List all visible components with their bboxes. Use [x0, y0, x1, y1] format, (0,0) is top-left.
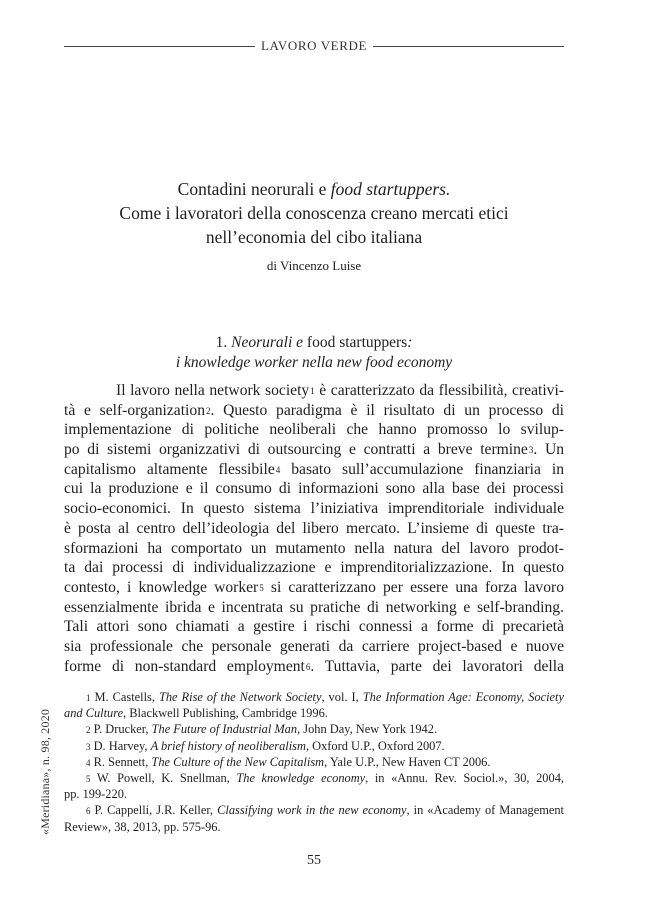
- title-line-1: Contadini neorurali e food startuppers.: [177, 179, 451, 199]
- footnote-3: $^3$ D. Harvey, A brief history of neoliberalism, Oxford U.P., Oxford 2007.: [86, 738, 445, 753]
- footnote-ref: 5: [259, 582, 264, 593]
- title-line-2: Come i lavoratori della conoscenza creano mercati etici: [119, 203, 509, 223]
- article-title: [64, 177, 564, 249]
- header-rule-left: [64, 46, 255, 47]
- body-line: Tali attori sono chiamati a gestire i rischi connessi a forme di precarietà: [64, 618, 564, 636]
- body-line: sformazioni ha comportato un mutamento nella natura del lavoro prodot-: [64, 539, 564, 557]
- footnote-4: $^4$ R. Sennett, The Culture of the New Capitalism, Yale U.P., New Haven CT 2006.: [86, 754, 491, 769]
- footnote-2: $^2$ P. Drucker, The Future of Industrial Man, John Day, New York 1942.: [86, 722, 438, 737]
- body-line: Il lavoro nella network society$^1$ è caratterizzato da flessibilità, creativi-: [116, 382, 565, 399]
- footnote-ref: 4: [275, 464, 281, 475]
- footnote-6: $^6$ P. Cappelli, J.R. Keller, Classifying work in the new economy, in «Academy of Management: [86, 803, 564, 818]
- footnotes: [64, 689, 564, 835]
- section-heading-line-1: 1. Neorurali e food startuppers:: [215, 334, 413, 351]
- body-line: contesto, i knowledge worker$^5$ si caratterizzano per essere una forza lavoro: [64, 578, 564, 596]
- running-header: [64, 38, 564, 54]
- footnote-ref: 1: [310, 386, 315, 396]
- section-heading: [64, 333, 564, 373]
- footnote-1-cont: and Culture, Blackwell Publishing, Cambridge 1996.: [64, 706, 328, 721]
- journal-credit: «Meridiana», n. 98, 2020: [38, 708, 52, 835]
- body-line: socio-economici. In questo sistema l’iniziativa imprenditoriale individuale: [64, 500, 564, 518]
- body-line: cui la produzione e il consumo di informazioni sono alla base dei processi: [64, 480, 564, 498]
- body-line: essenzialmente ibrida e incentrata su pratiche di networking e self-branding.: [64, 598, 564, 616]
- body-paragraph: [64, 381, 564, 676]
- header-rule-right: [373, 46, 564, 47]
- section-heading-line-2: i knowledge worker nella new food economy: [175, 354, 453, 371]
- body-line: sia professionale che personale generati da carriere project-based e nuove: [64, 637, 564, 655]
- title-line-3: nell’economia del cibo italiana: [205, 227, 423, 247]
- body-line: è posta al centro dell’ideologia del libero mercato. L’insieme di queste tra-: [64, 519, 564, 537]
- page-number: 55: [307, 853, 321, 868]
- section-label: LAVORO VERDE: [260, 38, 368, 53]
- body-line: tà e self-organization$^2$. Questo paradigma è il risultato di un processo di: [64, 401, 565, 419]
- footnote-5: $^5$ W. Powell, K. Snellman, The knowledge economy, in «Annu. Rev. Sociol.», 30, 2004,: [86, 771, 564, 786]
- footnote-1: $^1$ M. Castells, The Rise of the Network Society, vol. I, The Information Age: Economy, Society: [86, 690, 564, 704]
- body-line: ta dai processi di individualizzazione e imprenditorializzazione. In questo: [64, 559, 564, 577]
- footnote-ref: 3: [528, 445, 534, 456]
- body-line: forme di non-standard employment$^6$. Tuttavia, parte dei lavoratori della: [64, 657, 565, 675]
- footnote-5-cont: pp. 199-220.: [64, 787, 127, 802]
- footnote-6-cont: Review», 38, 2013, pp. 575-96.: [64, 819, 221, 834]
- footnote-ref: 2: [206, 405, 211, 416]
- footnote-ref: 6: [305, 661, 311, 672]
- body-line: implementazione di politiche neoliberali che hanno promosso lo svilup-: [64, 421, 564, 439]
- body-line: po di sistemi organizzativi di outsourcing e contratti a breve termine$^3$. Un: [64, 441, 564, 459]
- author-byline: di Vincenzo Luise: [266, 258, 362, 273]
- body-line: capitalismo altamente flessibile$^4$ basato sull’accumulazione finanziaria in: [64, 460, 564, 478]
